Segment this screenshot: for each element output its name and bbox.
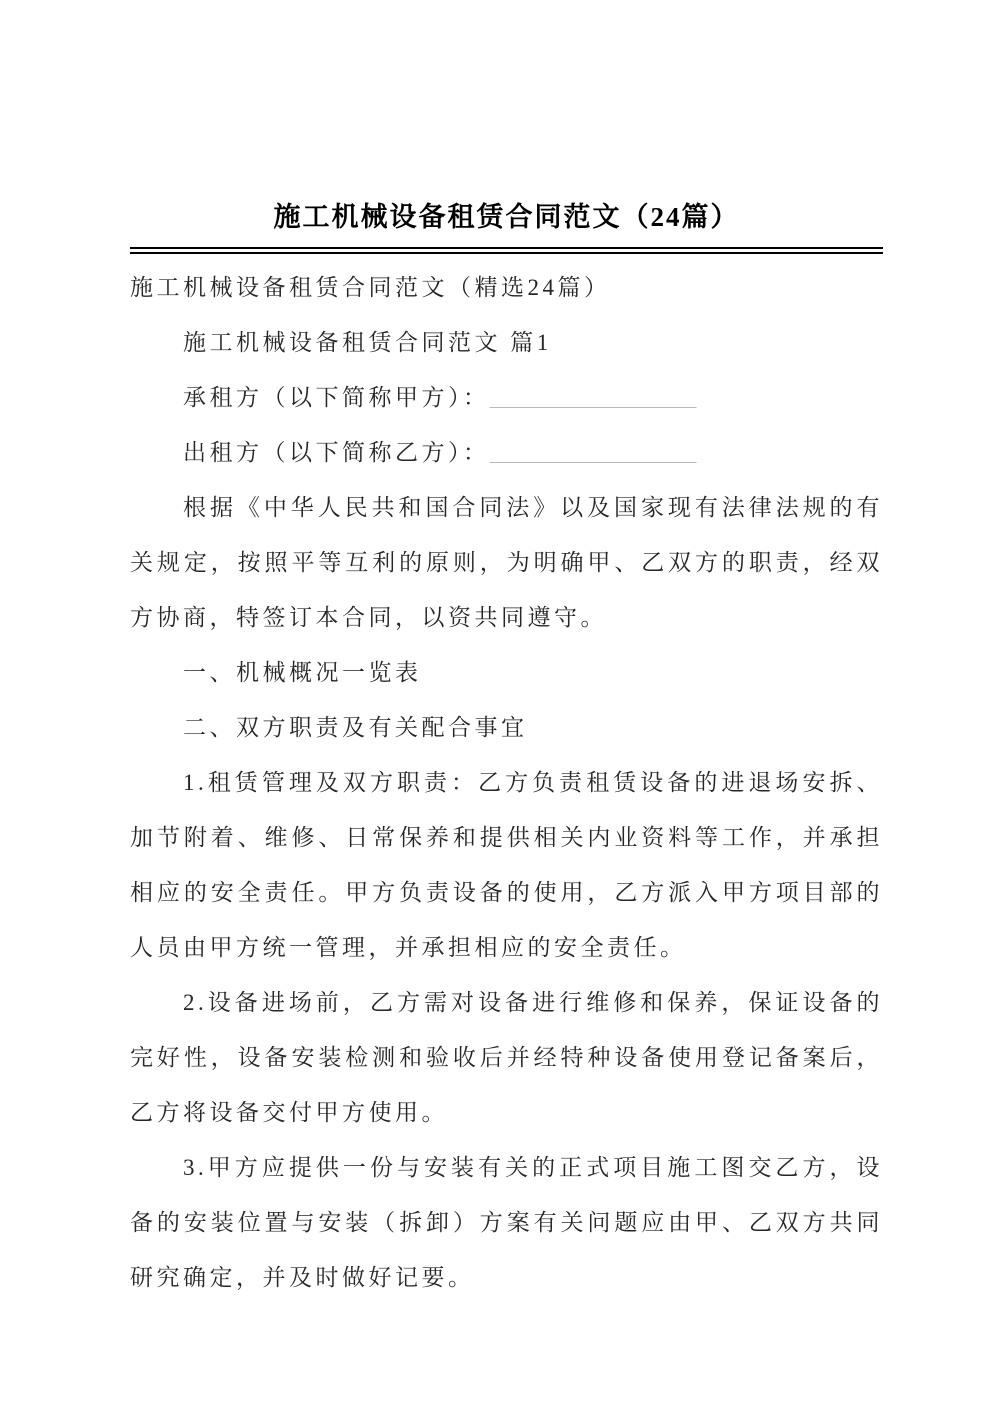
paragraph: 1.租赁管理及双方职责：乙方负责租赁设备的进退场安拆、加节附着、维修、日常保养和提供相关内业资料等工作，并承担相应的安全责任。甲方负责设备的使用，乙方派入甲方项目部的人员由甲方统一管理，并承担相应的安全责任。 xyxy=(130,770,883,960)
paragraph: 2.设备进场前，乙方需对设备进行维修和保养，保证设备的完好性，设备安装检测和验收后并经特种设备使用登记备案后，乙方将设备交付甲方使用。 xyxy=(130,990,883,1125)
field-label: 承租方（以下简称甲方）： xyxy=(183,385,490,410)
paragraph: 施工机械设备租赁合同范文（精选24篇） xyxy=(130,275,611,300)
fill-in-blank: ＿＿＿＿＿＿＿＿＿ xyxy=(489,440,697,465)
fill-in-blank: ＿＿＿＿＿＿＿＿＿ xyxy=(489,385,697,410)
title-divider-double-rule xyxy=(130,247,883,254)
paragraph: 二、双方职责及有关配合事宜 xyxy=(183,715,528,740)
paragraph xyxy=(130,370,883,425)
paragraph: 施工机械设备租赁合同范文 篇1 xyxy=(183,330,552,355)
paragraph: 3.甲方应提供一份与安装有关的正式项目施工图交乙方，设备的安装位置与安装（拆卸）方案有关问题应由甲、乙双方共同研究确定，并及时做好记要。 xyxy=(130,1155,883,1290)
paragraph: 一、机械概况一览表 xyxy=(183,660,422,685)
field-label: 出租方（以下简称乙方）： xyxy=(183,440,490,465)
paragraph: 根据《中华人民共和国合同法》以及国家现有法律法规的有关规定，按照平等互利的原则，为明确甲、乙双方的职责，经双方协商，特签订本合同，以资共同遵守。 xyxy=(130,495,883,630)
document-title: 施工机械设备租赁合同范文（24篇） xyxy=(273,202,740,232)
paragraph xyxy=(130,425,883,480)
document-body xyxy=(130,260,883,1305)
